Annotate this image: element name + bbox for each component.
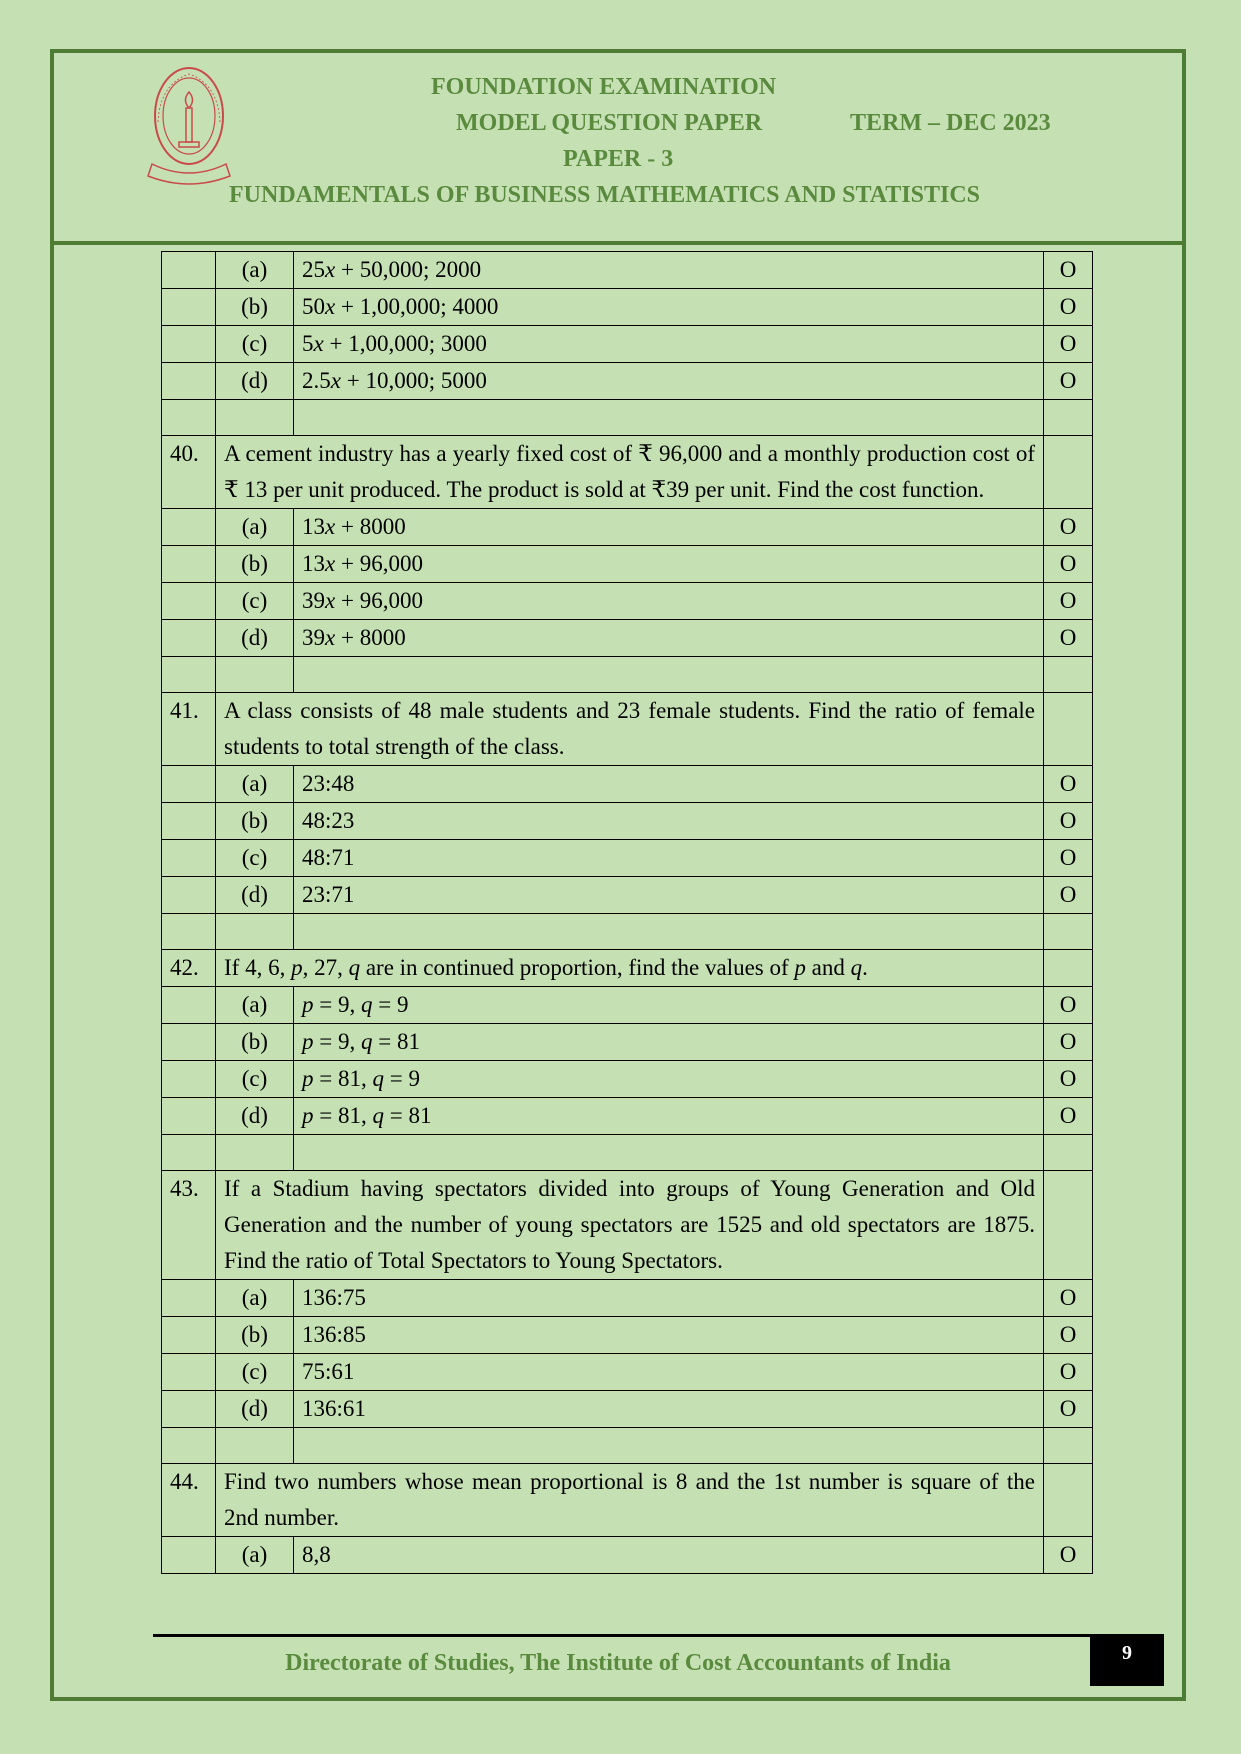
option-label: (c) [216,1354,294,1391]
option-label: (c) [216,583,294,620]
option-label: (d) [216,1098,294,1135]
option-text: p = 81, q = 9 [294,1061,1044,1098]
spacer-row [162,1135,1093,1171]
answer-bubble[interactable]: O [1044,1024,1093,1061]
header-divider [50,241,1186,245]
option-label: (d) [216,620,294,657]
term-label: TERM – DEC 2023 [850,110,1051,136]
question-number: 42. [162,950,216,987]
option-text: 50x + 1,00,000; 4000 [294,289,1044,326]
option-label: (a) [216,1280,294,1317]
option-text: 8,8 [294,1537,1044,1574]
option-text: 75:61 [294,1354,1044,1391]
exam-title: FOUNDATION EXAMINATION [431,74,777,100]
option-text: p = 81, q = 81 [294,1098,1044,1135]
answer-bubble[interactable]: O [1044,987,1093,1024]
question-row [162,1171,1093,1280]
option-label: (a) [216,1537,294,1574]
question-number: 44. [162,1464,216,1537]
option-row [162,1024,1093,1061]
answer-bubble[interactable]: O [1044,1280,1093,1317]
answer-bubble[interactable]: O [1044,1061,1093,1098]
option-label: (b) [216,546,294,583]
spacer-row [162,657,1093,693]
answer-bubble[interactable]: O [1044,363,1093,400]
option-row [162,252,1093,289]
answer-bubble[interactable]: O [1044,766,1093,803]
question-row [162,1464,1093,1537]
option-label: (b) [216,1317,294,1354]
option-label: (c) [216,840,294,877]
option-row [162,803,1093,840]
option-text: 136:61 [294,1391,1044,1428]
paper-type: MODEL QUESTION PAPER [456,110,763,136]
question-table [161,251,1093,1574]
option-text: 48:23 [294,803,1044,840]
option-row [162,1317,1093,1354]
answer-bubble[interactable]: O [1044,1354,1093,1391]
option-row [162,987,1093,1024]
answer-bubble[interactable]: O [1044,803,1093,840]
option-row [162,877,1093,914]
option-text: 2.5x + 10,000; 5000 [294,363,1044,400]
question-text: A class consists of 48 male students and 23 female students. Find the ratio of female students to total strength of the class. [216,693,1044,766]
question-text: If a Stadium having spectators divided into groups of Young Generation and Old Generation and the number of young spectators are 1525 and old spectators are 1875. Find the ratio of Total Spectators to Young Spectators. [216,1171,1044,1280]
answer-bubble[interactable]: O [1044,1537,1093,1574]
option-row [162,583,1093,620]
subject-title: FUNDAMENTALS OF BUSINESS MATHEMATICS AND STATISTICS [229,182,981,208]
option-label: (a) [216,252,294,289]
option-text: 5x + 1,00,000; 3000 [294,326,1044,363]
answer-bubble[interactable]: O [1044,583,1093,620]
option-text: 39x + 8000 [294,620,1044,657]
answer-bubble[interactable]: O [1044,1391,1093,1428]
answer-bubble[interactable]: O [1044,289,1093,326]
answer-bubble[interactable]: O [1044,1317,1093,1354]
option-text: 136:75 [294,1280,1044,1317]
option-text: 23:48 [294,766,1044,803]
spacer-row [162,1428,1093,1464]
page-number: 9 [1090,1634,1164,1686]
answer-bubble[interactable]: O [1044,546,1093,583]
option-label: (c) [216,1061,294,1098]
paper-number: PAPER - 3 [563,146,674,172]
option-label: (b) [216,1024,294,1061]
answer-bubble[interactable]: O [1044,620,1093,657]
option-row [162,509,1093,546]
question-text: A cement industry has a yearly fixed cost of ₹ 96,000 and a monthly production cost of ₹ 13 per unit produced. The product is sold at ₹39 per unit. Find the cost function. [216,436,1044,509]
answer-bubble[interactable]: O [1044,326,1093,363]
option-row [162,289,1093,326]
option-label: (a) [216,509,294,546]
question-row [162,950,1093,987]
option-text: 136:85 [294,1317,1044,1354]
option-text: 39x + 96,000 [294,583,1044,620]
spacer-row [162,914,1093,950]
option-text: 13x + 96,000 [294,546,1044,583]
footer-divider [153,1634,1091,1637]
institute-logo-icon [146,62,232,190]
answer-bubble[interactable]: O [1044,877,1093,914]
option-label: (a) [216,766,294,803]
option-row [162,1354,1093,1391]
option-row [162,1098,1093,1135]
option-label: (b) [216,289,294,326]
option-row [162,546,1093,583]
option-label: (a) [216,987,294,1024]
option-row [162,1391,1093,1428]
option-text: 13x + 8000 [294,509,1044,546]
question-text: Find two numbers whose mean proportional is 8 and the 1st number is square of the 2nd number. [216,1464,1044,1537]
answer-bubble[interactable]: O [1044,252,1093,289]
option-row [162,326,1093,363]
option-label: (d) [216,877,294,914]
answer-bubble[interactable]: O [1044,1098,1093,1135]
question-number: 43. [162,1171,216,1280]
footer-text: Directorate of Studies, The Institute of Cost Accountants of India [285,1650,951,1676]
option-row [162,620,1093,657]
question-number: 41. [162,693,216,766]
question-number: 40. [162,436,216,509]
spacer-row [162,400,1093,436]
question-text: If 4, 6, p, 27, q are in continued proportion, find the values of p and q. [216,950,1044,987]
option-label: (c) [216,326,294,363]
option-row [162,1280,1093,1317]
option-text: 25x + 50,000; 2000 [294,252,1044,289]
option-text: p = 9, q = 9 [294,987,1044,1024]
option-label: (d) [216,363,294,400]
option-row [162,840,1093,877]
question-row [162,436,1093,509]
option-row [162,766,1093,803]
option-text: 23:71 [294,877,1044,914]
option-row [162,1061,1093,1098]
answer-bubble[interactable]: O [1044,840,1093,877]
answer-bubble[interactable]: O [1044,509,1093,546]
question-row [162,693,1093,766]
option-text: p = 9, q = 81 [294,1024,1044,1061]
option-label: (b) [216,803,294,840]
option-row [162,1537,1093,1574]
option-text: 48:71 [294,840,1044,877]
option-label: (d) [216,1391,294,1428]
option-row [162,363,1093,400]
